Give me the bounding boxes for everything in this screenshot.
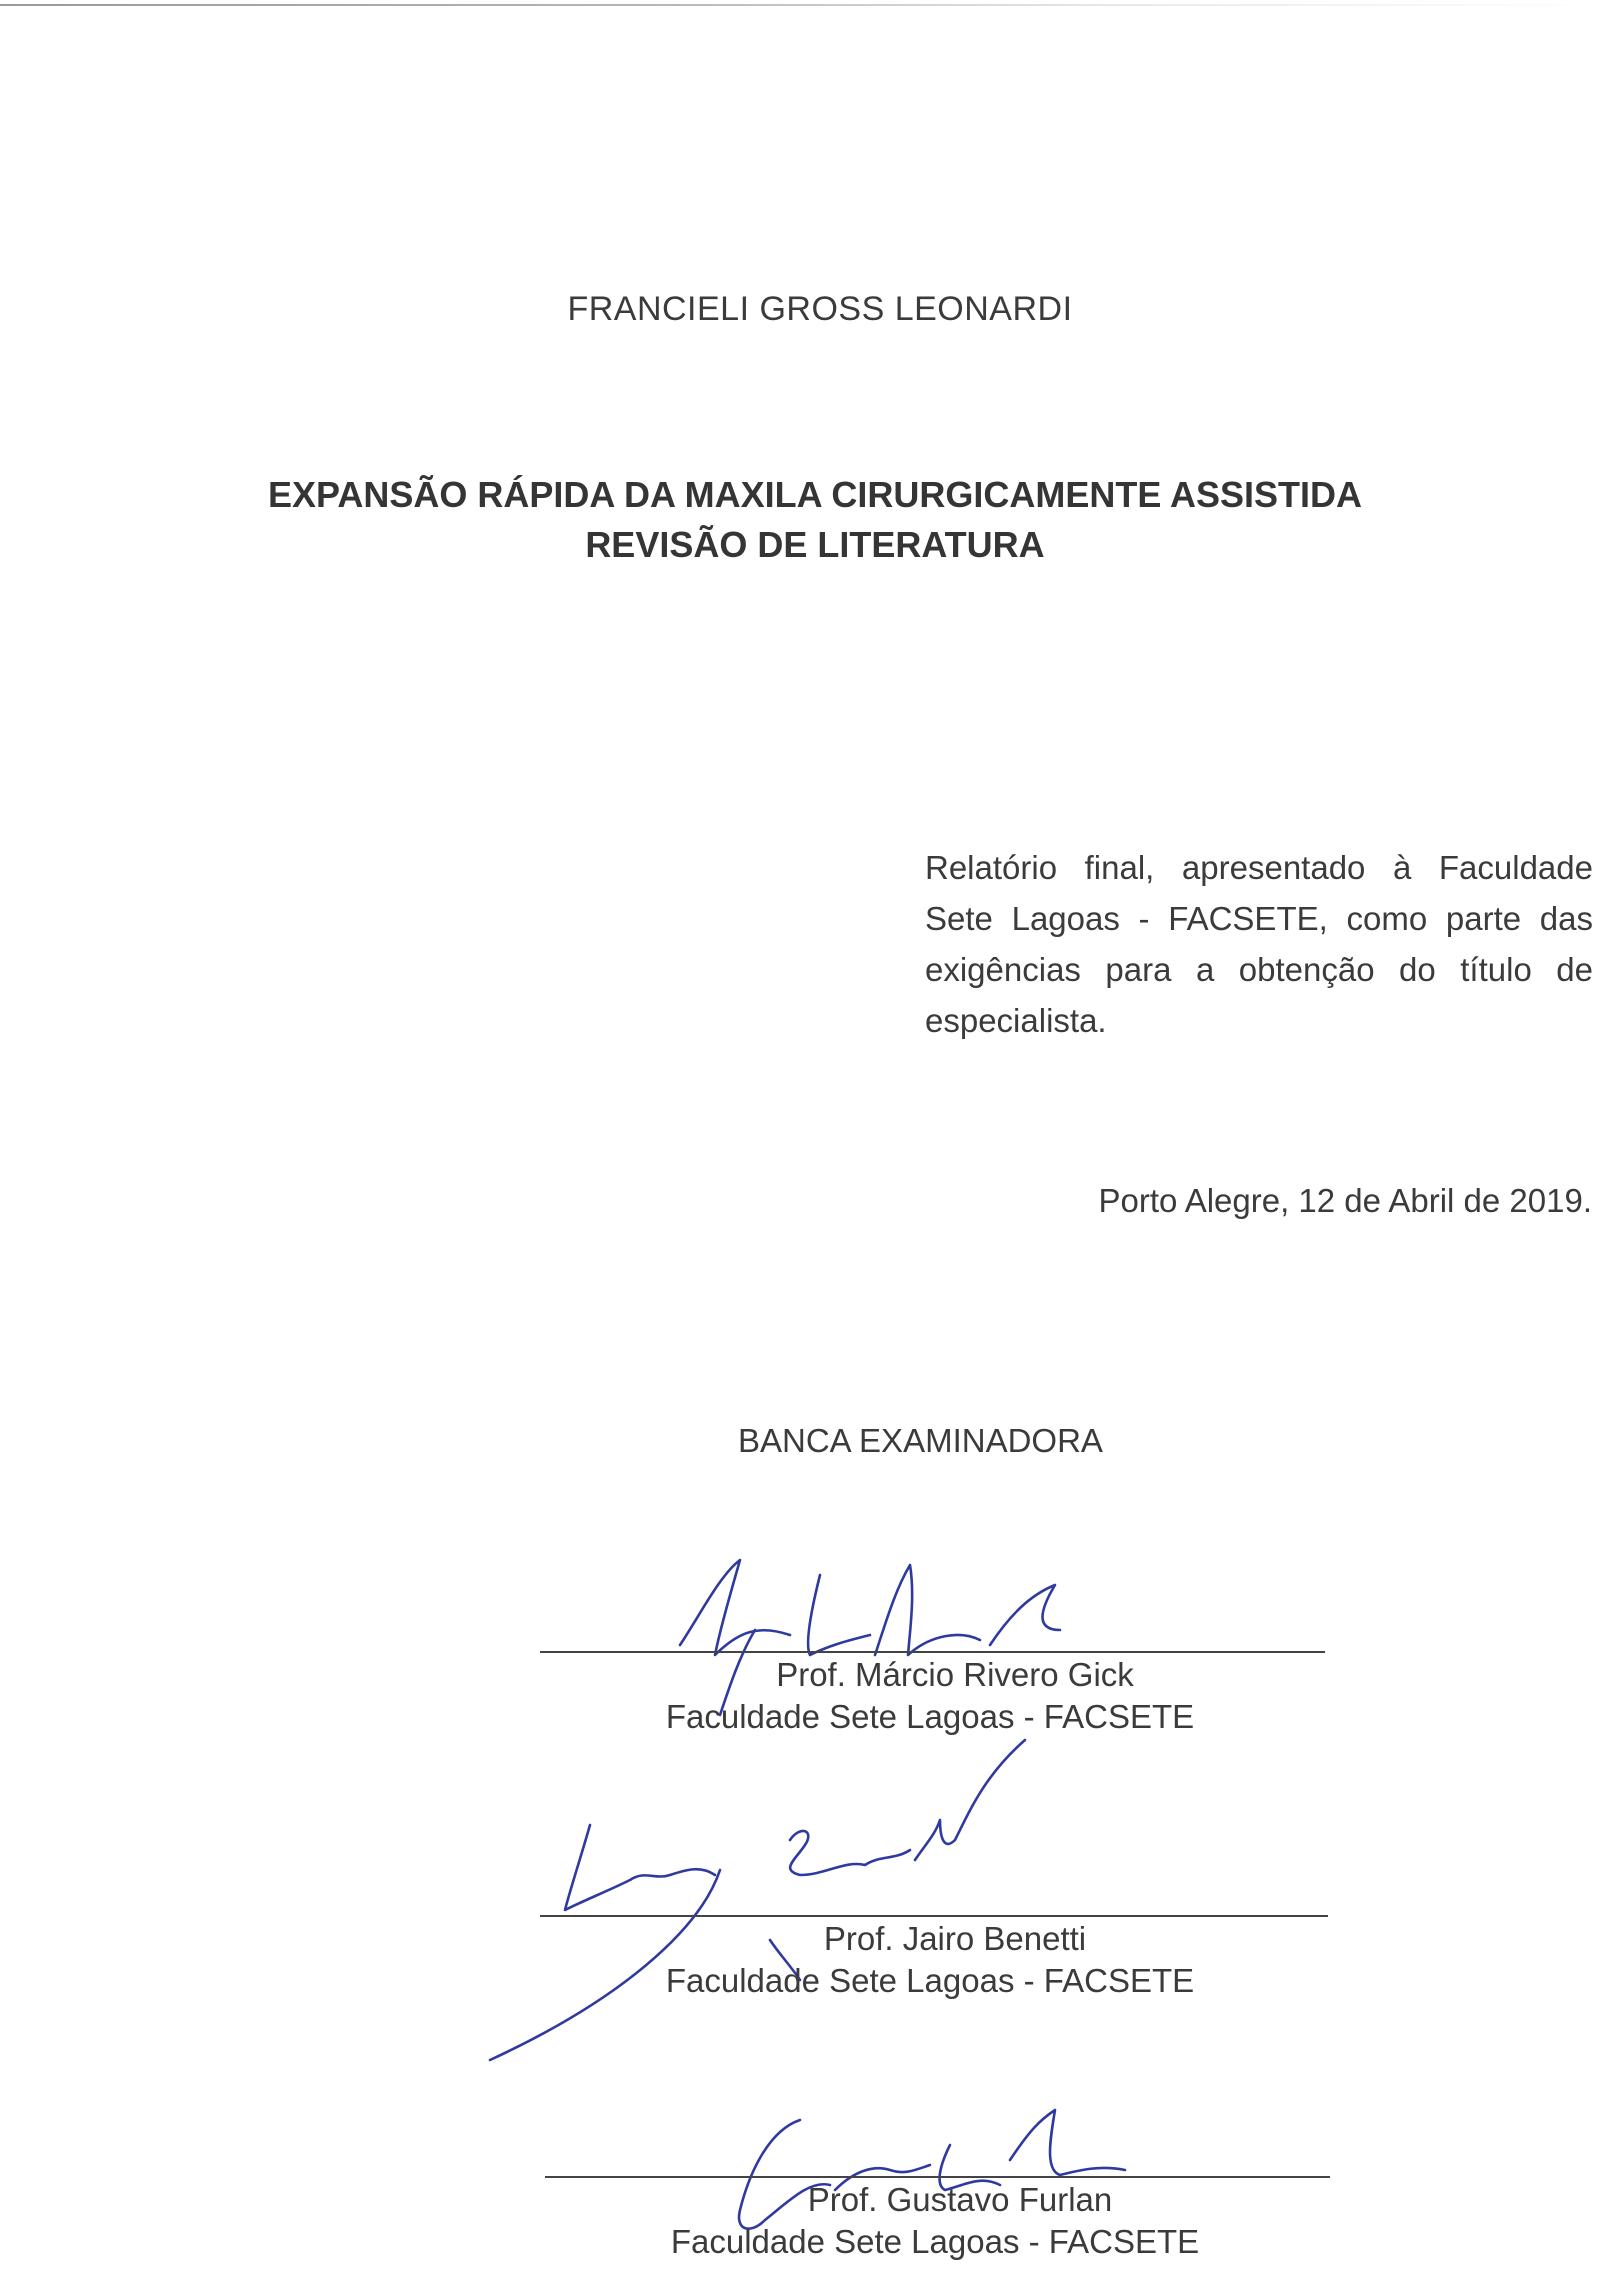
member-2-name: Prof. Jairo Benetti (823, 1920, 1087, 1957)
signature-line-member-1 (540, 1651, 1325, 1653)
member-1-name: Prof. Márcio Rivero Gick (776, 1656, 1134, 1693)
title-line-2: REVISÃO DE LITERATURA (585, 524, 1045, 565)
member-3-name: Prof. Gustavo Furlan (807, 2181, 1113, 2218)
member-1-institution: Faculdade Sete Lagoas - FACSETE (665, 1698, 1195, 1735)
scan-top-edge (0, 4, 1600, 6)
member-3-institution: Faculdade Sete Lagoas - FACSETE (670, 2223, 1200, 2260)
signature-line-member-3 (545, 2176, 1330, 2178)
committee-member-1 (540, 1655, 1320, 1737)
report-note: Relatório final, apresentado à Faculdade Sete Lagoas - FACSETE, como parte das exigências para a obtenção do título de especialista. (925, 849, 1593, 1039)
signature-member-2 (470, 1740, 1030, 2070)
signature-line-member-2 (540, 1915, 1328, 1917)
committee-member-3 (545, 2180, 1325, 2262)
member-2-institution: Faculdade Sete Lagoas - FACSETE (665, 1962, 1195, 1999)
author-name: FRANCIELI GROSS LEONARDI (567, 290, 1073, 328)
committee-member-2 (540, 1919, 1320, 2001)
committee-heading: BANCA EXAMINADORA (738, 1422, 1103, 1459)
title-line-1: EXPANSÃO RÁPIDA DA MAXILA CIRURGICAMENTE ASSISTIDA (267, 474, 1363, 515)
place-date: Porto Alegre, 12 de Abril de 2019. (1098, 1182, 1592, 1219)
document-title (0, 470, 1600, 570)
